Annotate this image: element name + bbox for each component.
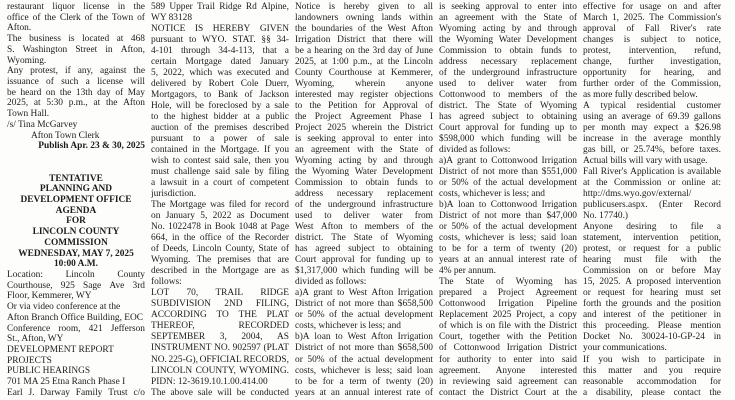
- text-line: 701 MA 25 Etna Ranch Phase I: [7, 377, 126, 388]
- text-line: changes is subject to notice,: [583, 35, 721, 46]
- text-line: 4% per annum.: [439, 266, 497, 277]
- text-line: a)A grant to West Afton Irrigation: [295, 288, 433, 299]
- text-line: divided as follows:: [295, 277, 367, 288]
- notice-column-4: [439, 2, 577, 399]
- text-line: No. 17740.): [583, 211, 629, 222]
- text-line: 2025, at 5:30 p.m., at the Afton: [7, 98, 145, 109]
- text-line: hearing must file with the: [583, 255, 721, 266]
- text-line: divided as follows:: [439, 145, 511, 156]
- text-line: PROJECTS: [7, 355, 52, 366]
- text-line: Commission on or before May: [583, 266, 721, 277]
- text-line: b)A loan to Cottonwood Irrigation: [439, 200, 577, 211]
- text-line: WY 83128: [151, 13, 193, 24]
- text-line: The business is located at 468: [7, 34, 145, 45]
- text-line: or 50% of the actual development: [439, 178, 577, 189]
- text-line: increase in the average monthly: [583, 134, 721, 145]
- text-line: 4-101 through 34-4-113, that a: [151, 46, 289, 57]
- text-line: is seeking approval to enter into: [439, 2, 577, 12]
- text-line: Location: Lincoln County: [7, 269, 145, 280]
- text-line: the Wyoming Water Development: [439, 35, 577, 46]
- text-line: the boundaries of the West Afton: [295, 24, 433, 35]
- text-line: pursuant to WYO. STAT. §§ 34-: [151, 35, 289, 46]
- text-line: statement, intervention petition,: [583, 233, 721, 244]
- text-line: has agreed subject to obtaining: [439, 112, 577, 123]
- text-line: to the highest bidder at a public: [151, 112, 289, 123]
- text-line: an agreement with the State of: [295, 145, 433, 156]
- text-line: forth the grounds and the position: [583, 299, 721, 310]
- text-line: The Mortgage was filed for record: [151, 200, 289, 211]
- text-line: using an average of 69.39 gallons: [583, 112, 721, 123]
- text-line: contact the District Court at the: [439, 387, 577, 398]
- text-line: of which is on file with the District: [439, 321, 577, 332]
- text-line: and interest of the petitioner in: [583, 310, 721, 321]
- text-line: district. The State of Wyoming: [439, 101, 577, 112]
- signature-line: Afton Town Clerk: [31, 130, 100, 141]
- text-line: The above sale will be conducted: [151, 387, 289, 398]
- text-line: NO. 225-G), OFFICIAL RECORDS,: [151, 354, 289, 365]
- text-line: /s/ Tina McGarvey: [7, 119, 78, 130]
- text-line: Earl J. Darway Family Trust c/o: [7, 387, 145, 398]
- text-line: Fall River's Application is available: [583, 167, 721, 178]
- publish-date-line: Publish Apr. 23 & 30, 2025: [38, 141, 145, 152]
- text-line: costs, whichever is less; said loan: [439, 233, 577, 244]
- text-line: Cottonwood Irrigation Pipeline: [439, 299, 577, 310]
- text-line: auction of the premises described: [151, 123, 289, 134]
- text-line: Irrigation District that there will: [295, 35, 433, 46]
- text-line: District of not more than $551,000: [439, 167, 577, 178]
- text-line: gas bill, or 25.74%, before taxes.: [583, 145, 721, 156]
- text-line: to be for a term of twenty (20): [295, 376, 433, 387]
- text-line: Afton.: [7, 23, 32, 34]
- text-line: is seeking approval to enter into: [295, 134, 433, 145]
- text-line: DEVELOPMENT REPORT: [7, 345, 114, 355]
- text-line: 5, 2022, which was executed and: [151, 68, 289, 79]
- text-line: jurisdiction.: [151, 189, 197, 200]
- text-line: County Courthouse at Kemmerer,: [295, 68, 433, 79]
- text-line: this proceeding. Please mention: [583, 321, 721, 332]
- text-line: Hole, will be foreclosed by a sale: [151, 101, 289, 112]
- text-line: 2025, at 1:00 p.m., at the Lincoln: [295, 57, 433, 68]
- heading-line: FOR: [66, 216, 86, 227]
- text-line: Docket No. 30024-10-GP-24 in: [583, 332, 721, 343]
- heading-line: COMMISSION: [44, 237, 108, 248]
- text-line: of Cottonwood Irrigation District: [439, 343, 577, 354]
- text-line: prepared a Project Agreement: [439, 288, 577, 299]
- text-line: March 1, 2025. The Commission's: [583, 13, 721, 24]
- heading-line: AGENDA: [55, 205, 97, 216]
- text-line: an agreement with the State of: [439, 13, 577, 24]
- heading-line: 10:00 A.M.: [53, 259, 98, 270]
- text-line: LOT 70, TRAIL RIDGE: [151, 288, 289, 299]
- text-line: SEPTEMBER 3, 2004, AS: [151, 332, 289, 343]
- blank-line: [7, 152, 145, 163]
- text-line: a)A grant to Cottonwood Irrigation: [439, 156, 577, 167]
- text-line: contained in the Mortgage. If you: [151, 145, 289, 156]
- text-line: Afton Branch Office Building, EOC: [7, 312, 144, 323]
- text-line: S. Washington Street in Afton,: [7, 44, 145, 55]
- text-line: office of the Clerk of the Town of: [7, 12, 145, 23]
- text-line: approval of Fall River's rate: [583, 24, 721, 35]
- blank-line: [7, 163, 145, 174]
- text-line: interested may register objections: [295, 90, 433, 101]
- text-line: Conference room, 421 Jefferson: [7, 323, 145, 334]
- text-line: on January 5, 2022 as Document: [151, 211, 289, 222]
- text-line: or 50% of the actual development: [439, 222, 577, 233]
- text-line: issuance of such a license will: [7, 77, 145, 88]
- text-line: certain Mortgage dated January: [151, 57, 289, 68]
- text-line: Notice is hereby given to all: [295, 2, 433, 12]
- text-line: A typical residential customer: [583, 101, 721, 112]
- text-line: publicusers.aspx. (Enter Record: [583, 200, 721, 211]
- text-line: District of not more than $47,000: [439, 211, 577, 222]
- text-line: landowners owning lands within: [295, 13, 433, 24]
- text-line: delivered by Robert Cole Duerr,: [151, 79, 289, 90]
- text-line: Project 2025 wherein the District: [295, 123, 433, 134]
- text-line: the Project Agreement Phase I: [295, 112, 433, 123]
- text-line: must challenge said sale by filing: [151, 167, 289, 178]
- text-line: St., Afton, WY: [7, 334, 64, 345]
- heading-line: PLANNING AND: [39, 184, 113, 195]
- text-line: restaurant liquor license in the: [7, 2, 145, 12]
- text-line: INSTRUMENT NO. 902597 (PLAT: [151, 343, 289, 354]
- text-line: to the Petition for Approval of: [295, 101, 433, 112]
- text-line: has agreed subject to obtaining: [295, 244, 433, 255]
- text-line: West Afton to members of the: [295, 222, 433, 233]
- text-line: District of not more than $658,500: [295, 343, 433, 354]
- notice-column-5: [583, 2, 721, 399]
- heading-line: TENTATIVE: [49, 173, 103, 184]
- text-line: change, further investigation,: [583, 57, 721, 68]
- text-line: Court approval for funding up to: [295, 255, 433, 266]
- text-line: Wyoming.: [7, 55, 47, 66]
- text-line: years at an annual interest rate of: [439, 255, 577, 266]
- text-line: as more fully described below.: [583, 90, 698, 101]
- text-line: Town Hall.: [7, 109, 50, 120]
- text-line: No. 1022478 in Book 1048 at Page: [151, 222, 289, 233]
- text-line: agreement. Anyone interested: [439, 365, 577, 376]
- text-line: Anyone desiring to file a: [583, 222, 721, 233]
- text-line: be heard on the 13th day of May: [7, 87, 145, 98]
- text-line: costs, whichever is less; and: [439, 189, 545, 200]
- text-line: costs, whichever is less; and: [295, 321, 401, 332]
- text-line: Any protest, if any, against the: [7, 66, 145, 77]
- text-line: a disability, please contact the: [583, 387, 721, 398]
- text-line: Wyoming. The premises that are: [151, 255, 289, 266]
- text-line: per month may expect a $26.98: [583, 123, 721, 134]
- text-line: Actual bills will vary with usage.: [583, 156, 708, 167]
- text-line: protest, or request for a public: [583, 244, 721, 255]
- text-line: of the underground infrastructure: [439, 68, 577, 79]
- text-line: PIDN: 12-3619.10.1.00.414.00: [151, 376, 268, 387]
- text-line: The State of Wyoming has: [439, 277, 577, 288]
- text-line: protest, intervention, refund,: [583, 46, 721, 57]
- text-line: NOTICE IS HEREBY GIVEN: [151, 24, 289, 35]
- text-line: or 50% of the actual development: [295, 354, 433, 365]
- text-line: of the underground infrastructure: [295, 200, 433, 211]
- text-line: a lawsuit in a court of competent: [151, 178, 289, 189]
- heading-line: LINCOLN COUNTY: [32, 227, 120, 238]
- text-line: effective for usage on and after: [583, 2, 721, 12]
- text-line: Or via video conference at the: [7, 302, 121, 313]
- notice-column-3: [295, 2, 433, 399]
- text-line: address necessary replacement: [295, 189, 433, 200]
- text-line: be a hearing on the 3rd day of June: [295, 46, 433, 57]
- text-line: PUBLIC HEARINGS: [7, 366, 91, 377]
- heading-line: DEVELOPMENT OFFICE: [20, 194, 132, 205]
- text-line: 15, 2025. A proposed intervention: [583, 277, 721, 288]
- text-line: costs, whichever is less; said loan: [295, 365, 433, 376]
- text-line: described in the Mortgage are as: [151, 266, 289, 277]
- notice-column-2: [151, 2, 289, 399]
- text-line: wish to contest said sale, then you: [151, 156, 289, 167]
- text-line: ACCORDING TO THE PLAT: [151, 310, 289, 321]
- text-line: used to deliver water from: [295, 211, 433, 222]
- text-line: $598,000 which funding will be: [439, 134, 577, 145]
- text-line: Wyoming acting by and through: [295, 156, 433, 167]
- text-line: Commission to obtain funds to: [295, 178, 433, 189]
- text-line: 589 Upper Trail Ridge Rd Alpine,: [151, 2, 289, 12]
- text-line: of Deeds, Lincoln County, State of: [151, 244, 289, 255]
- text-line: or 50% of the actual development: [295, 310, 433, 321]
- text-line: or request for hearing must set: [583, 288, 721, 299]
- text-line: Mortgagors, to Bank of Jackson: [151, 90, 289, 101]
- text-line: further order of the Commission,: [583, 79, 721, 90]
- text-line: address necessary replacement: [439, 57, 577, 68]
- text-line: years at an annual interest rate of: [295, 387, 433, 398]
- text-line: Cottonwood to members of the: [439, 90, 577, 101]
- heading-line: WEDNESDAY, MAY 7, 2025: [18, 248, 134, 259]
- text-line: this matter and you require: [583, 365, 721, 376]
- text-line: at the Commission or online at:: [583, 178, 721, 189]
- text-line: district. The State of Wyoming: [295, 233, 433, 244]
- notice-column-1: [7, 2, 145, 399]
- text-line: your communications.: [583, 343, 667, 354]
- text-line: Wyoming, wherein anyone: [295, 79, 433, 90]
- text-line: pursuant to a power of sale: [151, 134, 289, 145]
- text-line: follows:: [151, 277, 182, 288]
- text-line: the Wyoming Water Development: [295, 167, 433, 178]
- text-line: $1,317,000 which funding will be: [295, 266, 433, 277]
- text-line: Replacement 2025 Project, a copy: [439, 310, 577, 321]
- text-line: SUBDIVISION 2ND FILING,: [151, 299, 289, 310]
- text-line: reasonable accommodation for: [583, 376, 721, 387]
- text-line: b)A loan to West Afton Irrigation: [295, 332, 433, 343]
- text-line: to be for a term of twenty (20): [439, 244, 577, 255]
- text-line: District of not more than $658,500: [295, 299, 433, 310]
- text-line: LINCOLN COUNTY, WYOMING.: [151, 365, 289, 376]
- text-line: Courthouse, 925 Sage Ave 3rd: [7, 280, 145, 291]
- text-line: Wyoming acting by and through: [439, 24, 577, 35]
- text-line: used to deliver water from: [439, 79, 577, 90]
- text-line: in reviewing said agreement can: [439, 376, 577, 387]
- text-line: Commission to obtain funds to: [439, 46, 577, 57]
- text-line: Court approval for funding up to: [439, 123, 577, 134]
- text-line: http://dms.wyo.gov/external/: [583, 189, 692, 200]
- text-line: opportunity for hearing, and: [583, 68, 721, 79]
- text-line: If you wish to participate in: [583, 354, 721, 365]
- text-line: 664, in the office of the Recorder: [151, 233, 289, 244]
- text-line: Floor, Kemmerer, WY: [7, 291, 92, 302]
- text-line: THEREOF, RECORDED: [151, 321, 289, 332]
- text-line: for authority to enter into said: [439, 354, 577, 365]
- text-line: Court, together with the Petition: [439, 332, 577, 343]
